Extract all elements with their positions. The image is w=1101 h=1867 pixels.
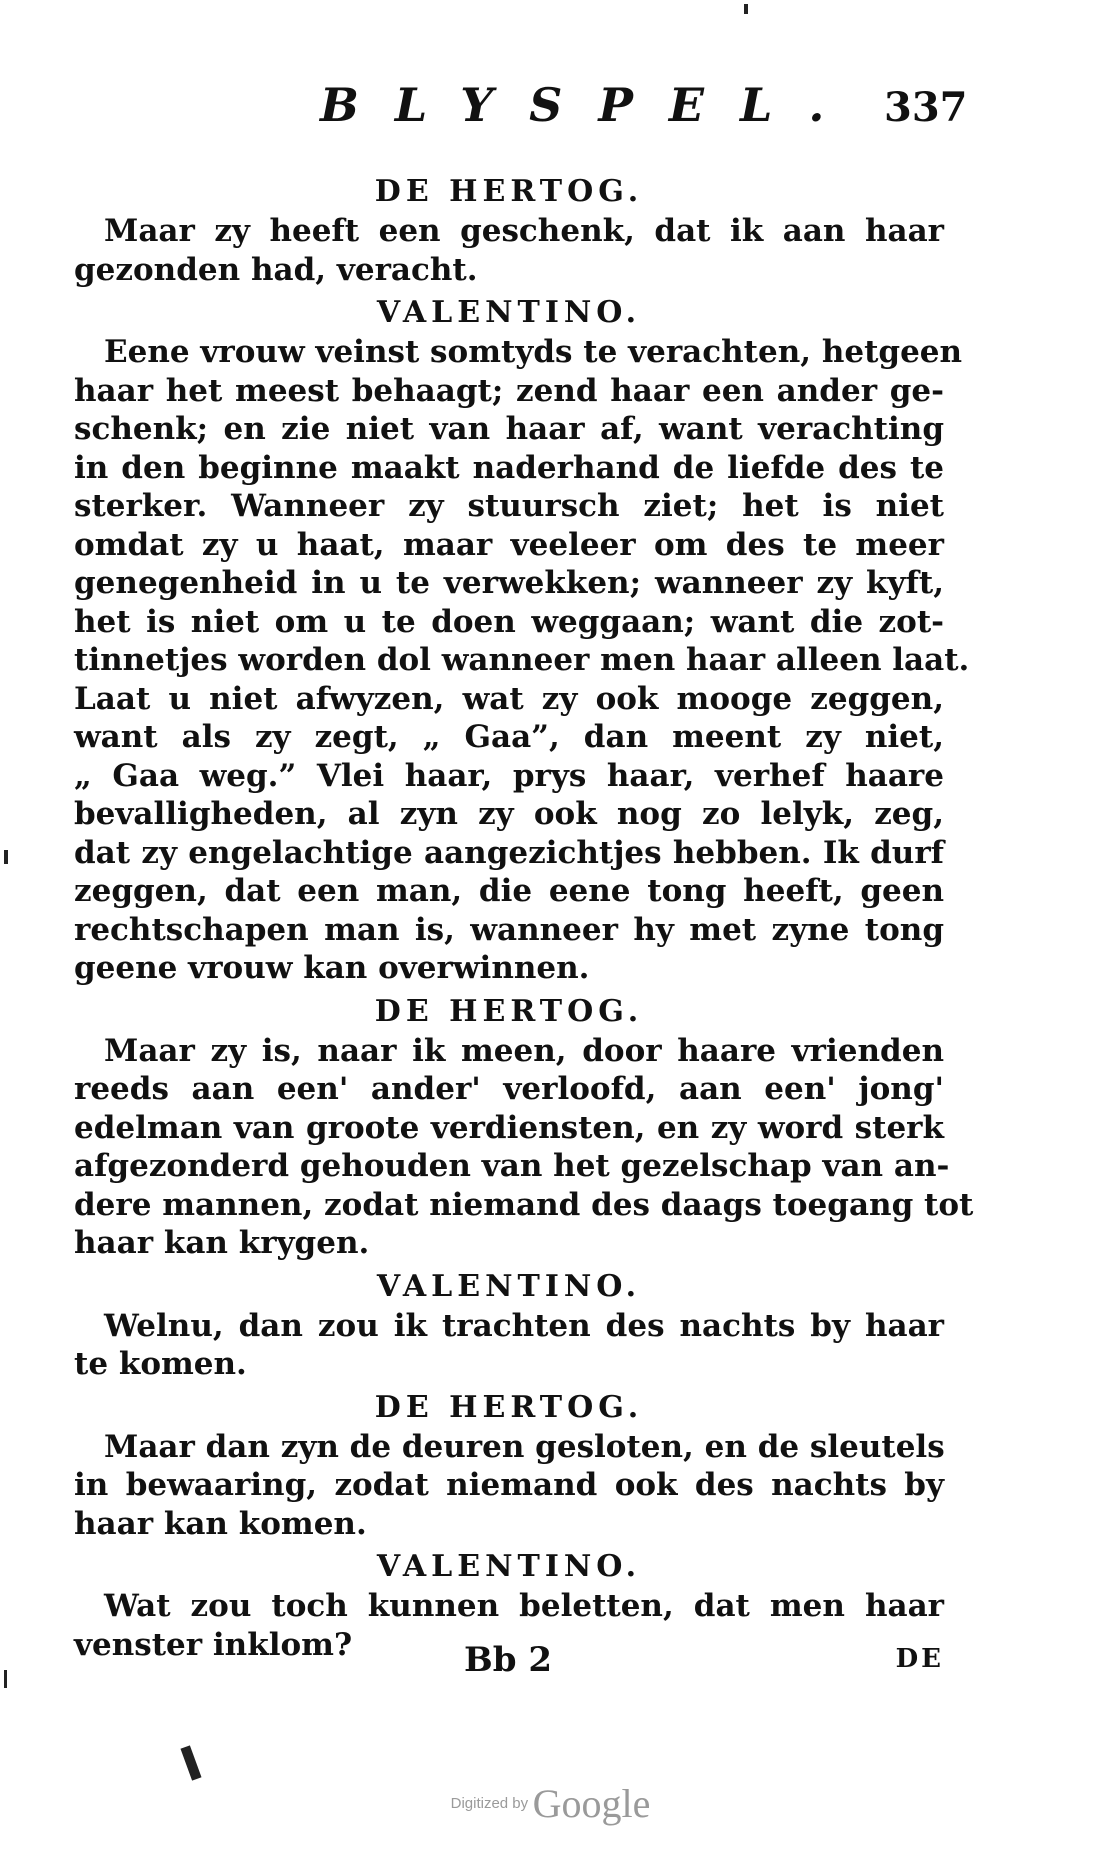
page-footer [74, 1640, 944, 1690]
text-line: Maar zy is, naar ik meen, door haare vrienden [104, 1032, 944, 1069]
text-line: haar kan komen. [74, 1505, 367, 1542]
text-line: tinnetjes worden dol wanneer men haar alleen laat. [74, 642, 970, 678]
text-line: omdat zy u haat, maar veeleer om des te meer [74, 526, 944, 563]
speaker-heading: VALENTINO. [376, 295, 642, 330]
text-line: geene vrouw kan overwinnen. [74, 950, 590, 986]
ink-speck [4, 1670, 7, 1688]
text-line: want als zy zegt, „ Gaa”, dan meent zy niet, [74, 719, 944, 755]
ink-speck [180, 1745, 201, 1780]
google-logo: Google [532, 1781, 651, 1826]
digitized-watermark [0, 1780, 1101, 1827]
text-line: Eene vrouw veinst somtyds te verachten, hetgeen [104, 334, 963, 370]
text-line: Maar dan zyn de deuren gesloten, en de sleutels [104, 1428, 945, 1465]
play-text [74, 168, 974, 1664]
running-title: BLYSPEL. [320, 78, 861, 132]
text-line: Laat u niet afwyzen, wat zy ook mooge zeggen, [74, 680, 944, 717]
text-line: dere mannen, zodat niemand des daags toegang tot [74, 1186, 974, 1223]
text-line: het is niet om u te doen weggaan; want die zot- [74, 603, 944, 640]
text-line: genegenheid in u te verwekken; wanneer zy kyft, [74, 565, 944, 601]
text-line: haar het meest behaagt; zend haar een ander ge- [74, 372, 944, 409]
catchword: DE [895, 1644, 944, 1674]
signature-mark: Bb 2 [464, 1640, 553, 1680]
speaker-heading: DE HERTOG. [374, 1389, 644, 1425]
watermark-prefix: Digitized by [450, 1795, 529, 1812]
text-line: dat zy engelachtige aangezichtjes hebben. Ik durf [74, 834, 944, 871]
page-number: 337 [884, 84, 968, 131]
speaker-heading: DE HERTOG. [374, 174, 644, 209]
text-line: sterker. Wanneer zy stuursch ziet; het is niet [74, 488, 944, 524]
text-line: venster inklom? [74, 1626, 353, 1663]
text-line: gezonden had, veracht. [74, 251, 478, 288]
text-line: haar kan krygen. [74, 1225, 370, 1261]
text-line: „ Gaa weg.” Vlei haar, prys haar, verhef haare [74, 757, 944, 794]
text-line: zeggen, dat een man, die eene tong heeft, geen [74, 873, 944, 909]
text-line: Maar zy heeft een geschenk, dat ik aan haar [104, 213, 944, 249]
text-line: schenk; en zie niet van haar af, want verachting [74, 411, 944, 447]
text-line: edelman van groote verdiensten, en zy word sterk [74, 1109, 944, 1146]
speaker-heading: DE HERTOG. [374, 993, 644, 1029]
text-line: Welnu, dan zou ik trachten des nachts by haar [104, 1307, 944, 1344]
ink-speck [744, 4, 748, 14]
text-line: bevalligheden, al zyn zy ook nog zo lelyk, zeg, [74, 796, 944, 832]
text-line: afgezonderd gehouden van het gezelschap van an- [74, 1148, 950, 1184]
speaker-heading: VALENTINO. [376, 1268, 642, 1304]
speaker-heading: VALENTINO. [376, 1549, 642, 1584]
ink-speck [4, 850, 8, 864]
text-line: in bewaaring, zodat niemand ook des nachts by [74, 1467, 944, 1503]
text-line: in den beginne maakt naderhand de liefde des te [74, 449, 944, 486]
text-line: reeds aan een' ander' verloofd, aan een' jong' [74, 1071, 944, 1107]
text-line: Wat zou toch kunnen beletten, dat men haar [104, 1588, 944, 1624]
text-line: te komen. [74, 1346, 247, 1382]
text-line: rechtschapen man is, wanneer hy met zyne tong [74, 911, 944, 948]
